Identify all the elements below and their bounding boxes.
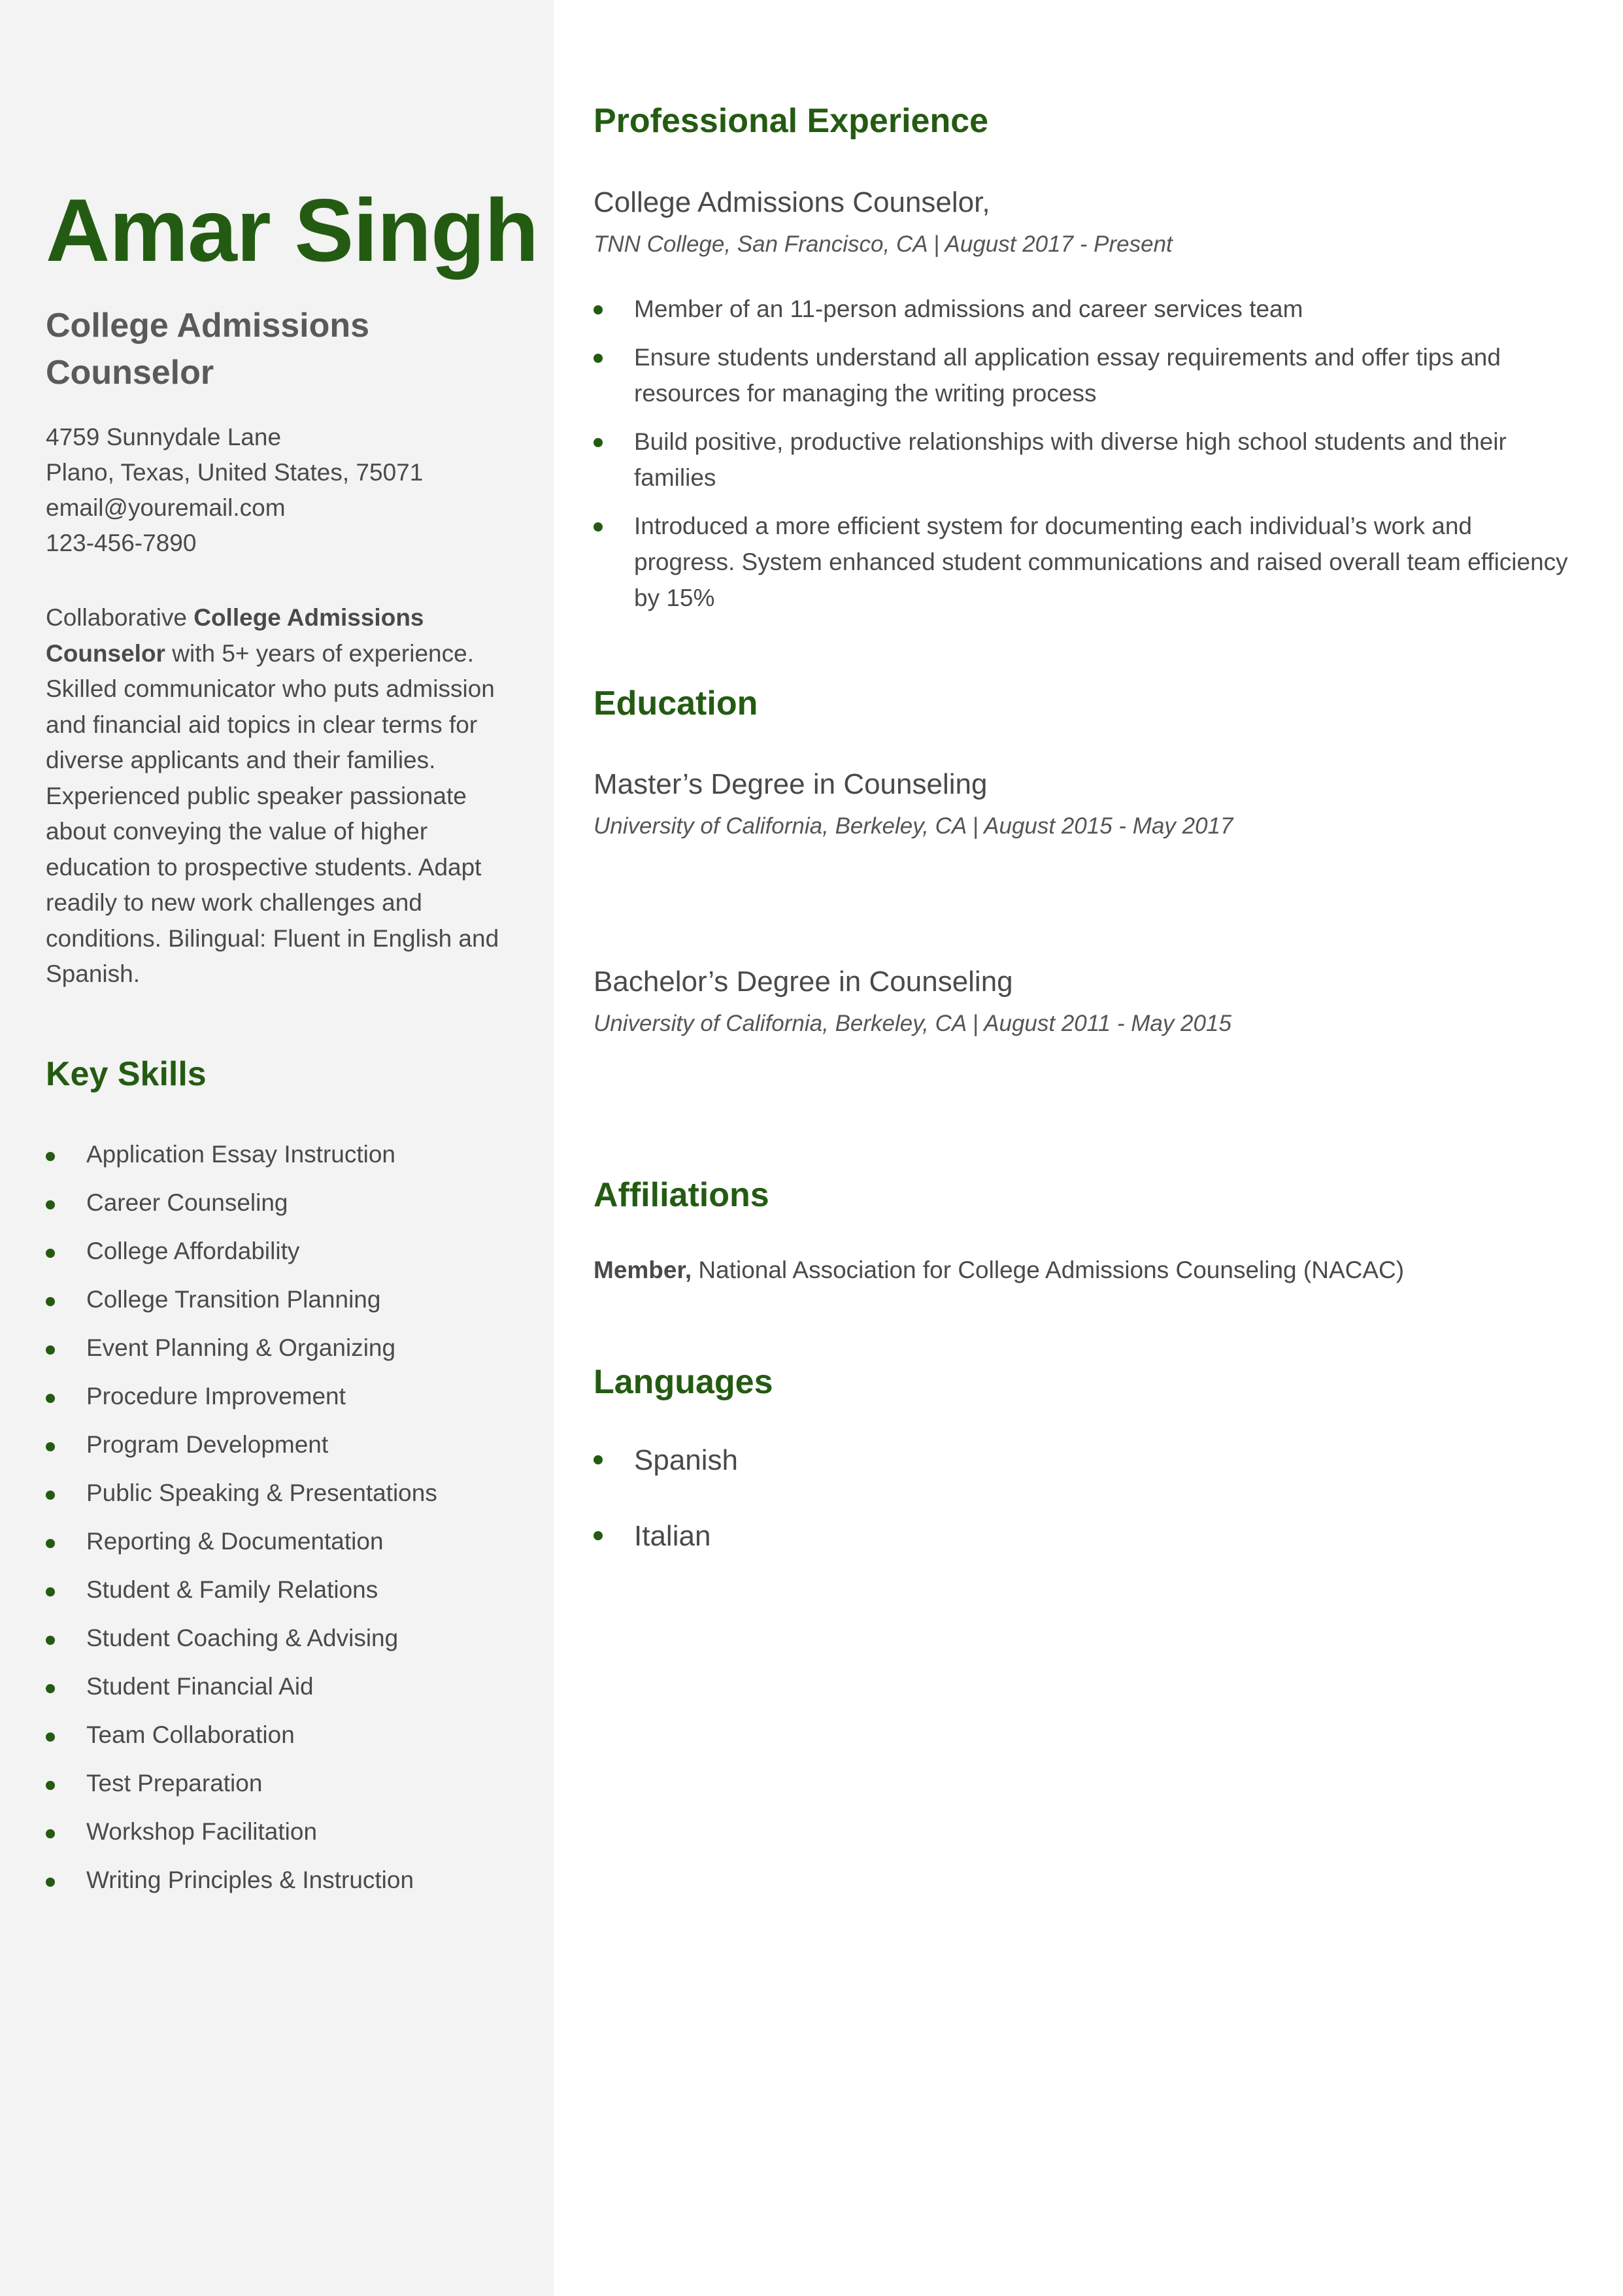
skill-item: Team Collaboration (46, 1718, 529, 1766)
language-item: Italian (594, 1518, 1051, 1594)
education-meta: University of California, Berkeley, CA | August 2015 - May 2017 (594, 813, 1233, 839)
bullet-icon (46, 1878, 55, 1887)
skill-item: Application Essay Instruction (46, 1138, 529, 1186)
skills-list (46, 1138, 529, 1912)
bullet-icon (46, 1297, 55, 1306)
summary (46, 600, 513, 992)
experience-heading: Professional Experience (594, 102, 989, 140)
skill-item: Student Financial Aid (46, 1670, 529, 1718)
bullet-icon (46, 1829, 55, 1838)
education-degree: Master’s Degree in Counseling (594, 768, 988, 800)
bullet-icon (46, 1732, 55, 1742)
experience-bullet: Build positive, productive relationships with diverse high school students and their families (594, 424, 1574, 496)
bullet-icon (46, 1152, 55, 1161)
skill-item: Test Preparation (46, 1766, 529, 1815)
experience-bullets (594, 291, 1574, 628)
affiliation-item (594, 1257, 1404, 1284)
affiliations-heading: Affiliations (594, 1176, 769, 1214)
skill-item: Workshop Facilitation (46, 1815, 529, 1863)
bullet-icon (594, 522, 603, 532)
bullet-icon (594, 305, 603, 314)
bullet-icon (46, 1345, 55, 1355)
bullet-icon (46, 1684, 55, 1693)
summary-prefix: Collaborative (46, 604, 194, 631)
bullet-icon (46, 1539, 55, 1548)
affiliation-label: Member, (594, 1257, 692, 1283)
skill-item: Public Speaking & Presentations (46, 1476, 529, 1525)
experience-bullet: Introduced a more efficient system for documenting each individual’s work and progress. System enhanced student communications and raised overall team efficiency by 15% (594, 508, 1574, 616)
skill-item: College Transition Planning (46, 1283, 529, 1331)
phone: 123-456-7890 (46, 530, 197, 556)
bullet-icon (46, 1587, 55, 1596)
languages-heading: Languages (594, 1363, 773, 1401)
bullet-icon (46, 1442, 55, 1451)
address-line-1: 4759 Sunnydale Lane (46, 424, 282, 450)
skill-item: College Affordability (46, 1234, 529, 1283)
skill-item: Program Development (46, 1428, 529, 1476)
email: email@youremail.com (46, 494, 286, 521)
education-degree: Bachelor’s Degree in Counseling (594, 966, 1013, 998)
bullet-icon (594, 354, 603, 363)
summary-bold: College Admissions Counselor (46, 604, 424, 667)
skill-item: Student & Family Relations (46, 1573, 529, 1621)
summary-rest: with 5+ years of experience. Skilled communicator who puts admission and financial aid topics in clear terms for diverse applicants and their families. Experienced public speaker passionate about conveying the value of higher education to prospective students. Adapt readily to new work challenges and conditions. Bilingual: Fluent in English and Spanish. (46, 639, 499, 987)
languages-list (594, 1442, 1051, 1594)
language-item: Spanish (594, 1442, 1051, 1518)
skill-item: Reporting & Documentation (46, 1525, 529, 1573)
bullet-icon (594, 1531, 603, 1540)
skills-heading: Key Skills (46, 1055, 207, 1093)
candidate-title: College Admissions Counselor (46, 307, 370, 392)
bullet-icon (46, 1394, 55, 1403)
experience-meta: TNN College, San Francisco, CA | August 2017 - Present (594, 231, 1173, 257)
bullet-icon (46, 1200, 55, 1209)
experience-bullet: Ensure students understand all application essay requirements and offer tips and resources for managing the writing process (594, 339, 1574, 411)
bullet-icon (46, 1249, 55, 1258)
bullet-icon (594, 1455, 603, 1464)
candidate-name: Amar Singh (46, 180, 539, 280)
affiliation-text: National Association for College Admissions Counseling (NACAC) (692, 1257, 1405, 1283)
contact-block (46, 420, 516, 561)
skill-item: Procedure Improvement (46, 1379, 529, 1428)
skill-item: Event Planning & Organizing (46, 1331, 529, 1379)
bullet-icon (594, 438, 603, 447)
bullet-icon (46, 1636, 55, 1645)
bullet-icon (46, 1781, 55, 1790)
experience-bullet: Member of an 11-person admissions and career services team (594, 291, 1574, 327)
education-heading: Education (594, 684, 758, 722)
experience-role: College Admissions Counselor, (594, 186, 990, 218)
bullet-icon (46, 1491, 55, 1500)
skill-item: Career Counseling (46, 1186, 529, 1234)
address-line-2: Plano, Texas, United States, 75071 (46, 459, 424, 486)
skill-item: Student Coaching & Advising (46, 1621, 529, 1670)
skill-item: Writing Principles & Instruction (46, 1863, 529, 1912)
education-meta: University of California, Berkeley, CA | August 2011 - May 2015 (594, 1011, 1231, 1036)
